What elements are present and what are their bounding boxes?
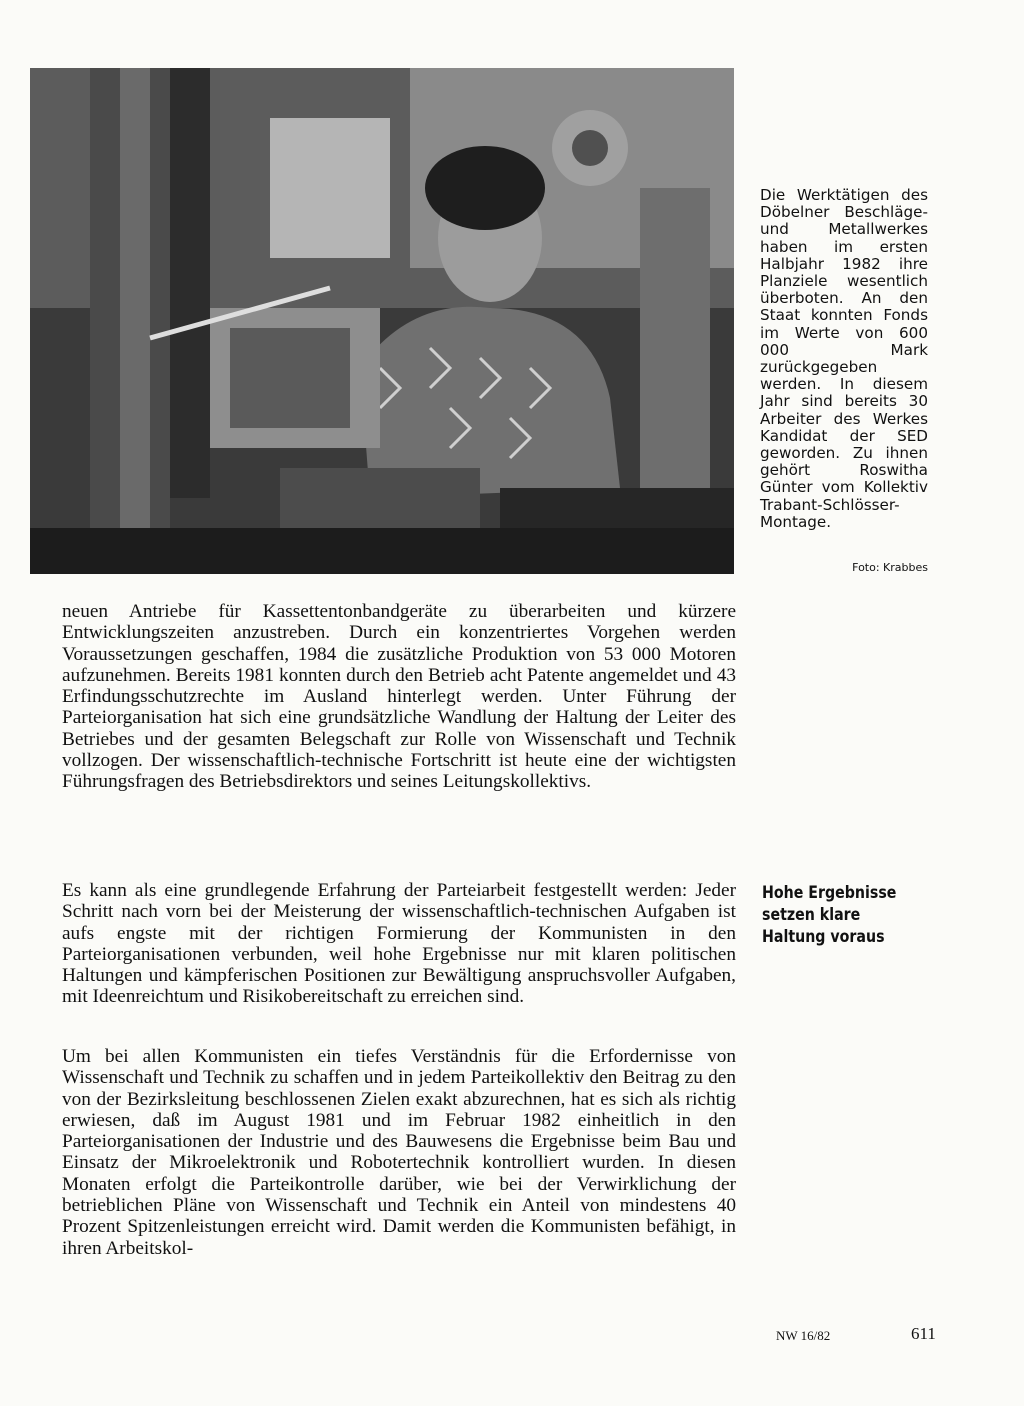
article-paragraph-1: neuen Antriebe für Kassettentonbandgeräte zu überarbeiten und kürzere Entwicklungszeiten anzustreben. Durch ein konzentriertes Vorgehen werden Voraussetzungen geschaffen, 1984 die zusätzliche Produktion von 53 000 Motoren aufzunehmen. Bereits 1981 konnten durch den Betrieb acht Patente angemeldet und 43 Erfindungsschutzrechte im Ausland hinterlegt werden. Unter Führung der Parteiorganisation hat sich eine grundsätzliche Wandlung der Haltung der Leiter des Betriebes und der gesamten Belegschaft zur Rolle von Wissenschaft und Technik vollzogen. Der wissenschaftlich-technische Fortschritt ist heute eine der wichtigsten Führungsfragen des Betriebsdirektors und seines Leitungskollektivs. <box>62 601 736 793</box>
side-heading: Hohe Ergebnisse setzen klare Haltung voraus <box>762 883 897 946</box>
photo-illustration <box>30 68 734 574</box>
article-paragraph-2: Es kann als eine grundlegende Erfahrung der Parteiarbeit festgestellt werden: Jeder Schritt nach vorn bei der Meisterung der wissenschaftlich-technischen Aufgaben ist aufs engste mit der richtigen Formierung der Kommunisten in den Parteiorganisationen verbunden, weil hohe Ergebnisse nur mit klaren politischen Haltungen und kämpferischen Positionen zur Bewältigung anspruchsvoller Aufgaben, mit Ideenreichtum und Risikobereitschaft zu erreichen sind. <box>62 880 736 1008</box>
photo-worker-at-machine <box>30 68 734 574</box>
photo-caption: Die Werktätigen des Döbelner Beschläge- und Metallwerkes haben im ersten Halbjahr 1982 ihre Planziele wesentlich überboten. An den Staat konnten Fonds im Werte von 600 000 Mark zurückgegeben werden. In diesem Jahr sind bereits 30 Arbeiter des Werkes Kandidat der SED geworden. Zu ihnen gehört Roswitha Günter vom Kollektiv Trabant-Schlösser-Montage. <box>760 186 928 531</box>
journal-issue-ref: NW 16/82 <box>776 1328 831 1343</box>
page-number: 611 <box>911 1324 936 1343</box>
photo-credit: Foto: Krabbes <box>852 561 928 574</box>
article-paragraph-3: Um bei allen Kommunisten ein tiefes Verständnis für die Erfordernisse von Wissenschaft und Technik zu schaffen und in jedem Parteikollektiv den Beitrag zu den von der Bezirksleitung beschlossenen Zielen exakt abzurechnen, hat es sich als richtig erwiesen, daß im August 1981 und im Februar 1982 einheitlich in den Parteiorganisationen der Industrie und des Bauwesens die Ergebnisse beim Bau und Einsatz der Mikroelektronik und Robotertechnik kontrolliert wurden. In diesen Monaten erfolgt die Parteikontrolle darüber, wie bei der Verwirklichung der betrieblichen Pläne von Wissenschaft und Technik ein Anteil von mindestens 40 Prozent Spitzenleistungen erreicht wird. Damit werden die Kommunisten befähigt, in ihren Arbeitskol- <box>62 1046 736 1259</box>
